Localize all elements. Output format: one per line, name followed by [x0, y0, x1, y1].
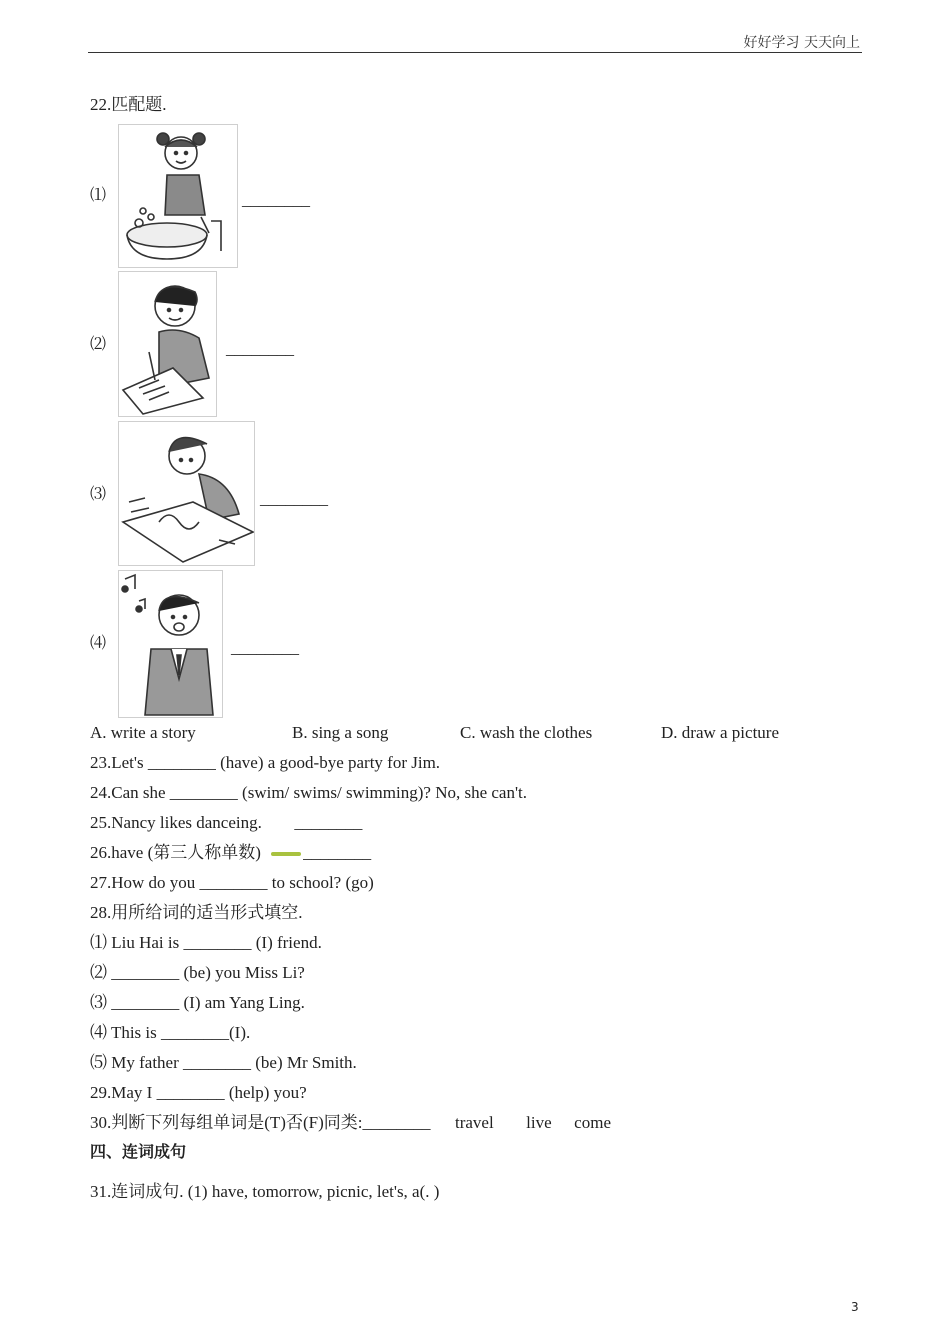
q31: 31.连词成句. (1) have, tomorrow, picnic, let's, a(. ) — [90, 1182, 440, 1201]
q29: 29.May I ________ (help) you? — [90, 1083, 307, 1102]
section-4-heading: 四、连词成句 — [90, 1142, 187, 1161]
q23: 23.Let's ________ (have) a good-bye party for Jim. — [90, 753, 441, 772]
q22-item-4-blank[interactable]: ________ — [231, 638, 299, 657]
q28-item-3: ⑶ ________ (I) am Yang Ling. — [90, 993, 305, 1012]
q22-item-3-blank[interactable]: ________ — [260, 489, 328, 508]
boy-drawing-picture — [118, 421, 255, 566]
q22-option-b: B. sing a song — [292, 723, 389, 742]
q26-text: 26.have (第三人称单数) — [90, 843, 261, 862]
page-number: 3 — [851, 1300, 859, 1314]
page-header — [88, 28, 862, 53]
q30-word-2: live — [526, 1113, 552, 1132]
q30-text: 30.判断下列每组单词是(T)否(F)同类:________ — [90, 1113, 431, 1132]
answer-marker — [271, 852, 301, 856]
q28-item-2: ⑵ ________ (be) you Miss Li? — [90, 963, 305, 982]
q30 — [90, 1112, 611, 1134]
q27: 27.How do you ________ to school? (go) — [90, 873, 374, 892]
q25-text: 25.Nancy likes danceing. — [90, 813, 262, 832]
girl-washing-clothes-picture — [118, 124, 238, 268]
q25 — [90, 812, 362, 834]
boy-writing-picture — [118, 271, 217, 417]
q28-item-5: ⑸ My father ________ (be) Mr Smith. — [90, 1053, 357, 1072]
q30-word-3: come — [574, 1113, 611, 1132]
q22-title: 22.匹配题. — [90, 95, 167, 114]
q22-item-1-label: ⑴ — [90, 185, 107, 204]
q22-option-c: C. wash the clothes — [460, 723, 593, 742]
q28-item-1: ⑴ Liu Hai is ________ (I) friend. — [90, 933, 322, 952]
q22-item-1-blank[interactable]: ________ — [242, 190, 310, 209]
q28-title: 28.用所给词的适当形式填空. — [90, 903, 303, 922]
q22-item-4-label: ⑷ — [90, 633, 107, 652]
boy-singing-picture — [118, 570, 223, 718]
q28-item-4: ⑷ This is ________(I). — [90, 1023, 251, 1042]
q22-option-d: D. draw a picture — [661, 723, 780, 742]
q22-item-2-blank[interactable]: ________ — [226, 339, 294, 358]
q22-item-3-label: ⑶ — [90, 484, 107, 503]
q22-option-a: A. write a story — [90, 723, 196, 742]
q25-blank[interactable]: ________ — [294, 813, 363, 832]
q22-item-2-label: ⑵ — [90, 334, 107, 353]
q26 — [90, 842, 371, 864]
q26-blank[interactable]: ________ — [303, 843, 372, 862]
header-motto: 好好学习 天天向上 — [743, 35, 860, 51]
q24: 24.Can she ________ (swim/ swims/ swimming)? No, she can't. — [90, 783, 528, 802]
q30-word-1: travel — [454, 1113, 494, 1132]
